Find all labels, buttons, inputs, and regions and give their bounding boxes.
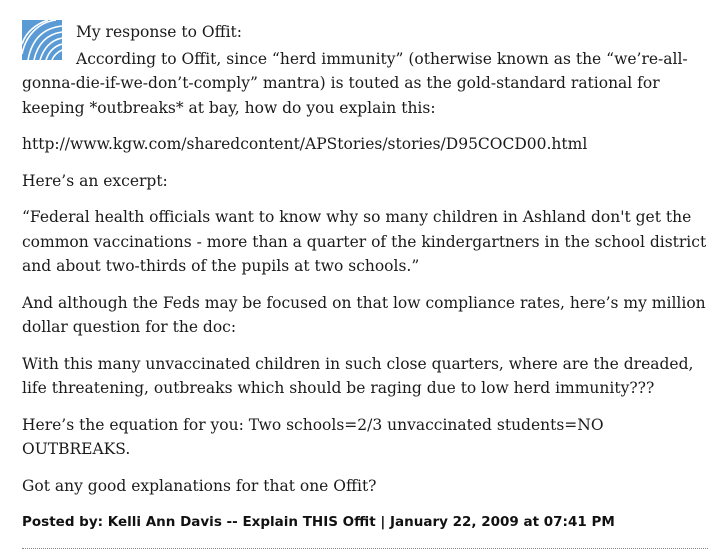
comment-link: http://www.kgw.com/sharedcontent/APStories/stories/D95COCD00.html	[22, 135, 588, 153]
comment-paragraph: And although the Feds may be focused on that low compliance rates, here’s my million dollar question for the doc:	[22, 293, 706, 336]
comment-paragraph: Here’s the equation for you: Two schools=2/3 unvaccinated students=NO OUTBREAKS.	[22, 415, 604, 458]
comment-intro: My response to Offit:	[76, 23, 242, 41]
comment	[22, 18, 708, 532]
comment-paragraph: According to Offit, since “herd immunity” (otherwise known as the “we’re-all-gonna-die-if-we-don’t-comply” mantra) is touted as the gold-standard rational for keeping *outbreaks* at bay, how do you explain this:	[22, 49, 688, 117]
comment-paragraph: Here’s an excerpt:	[22, 171, 168, 190]
posted-by-line: Posted by: Kelli Ann Davis -- Explain THIS Offit | January 22, 2009 at 07:41 PM	[22, 514, 615, 530]
comment-paragraph: With this many unvaccinated children in such close quarters, where are the dreaded, life threatening, outbreaks which should be raging due to low herd immunity???	[22, 354, 694, 397]
comment-quote: “Federal health officials want to know why so many children in Ashland don't get the common vaccinations - more than a quarter of the kindergartners in the school district and about two-thirds of the pupils at two schools.”	[22, 208, 707, 275]
comment-paragraph: Got any good explanations for that one Offit?	[22, 476, 377, 495]
swirl-avatar-icon	[22, 20, 62, 60]
comment-divider	[22, 548, 708, 549]
